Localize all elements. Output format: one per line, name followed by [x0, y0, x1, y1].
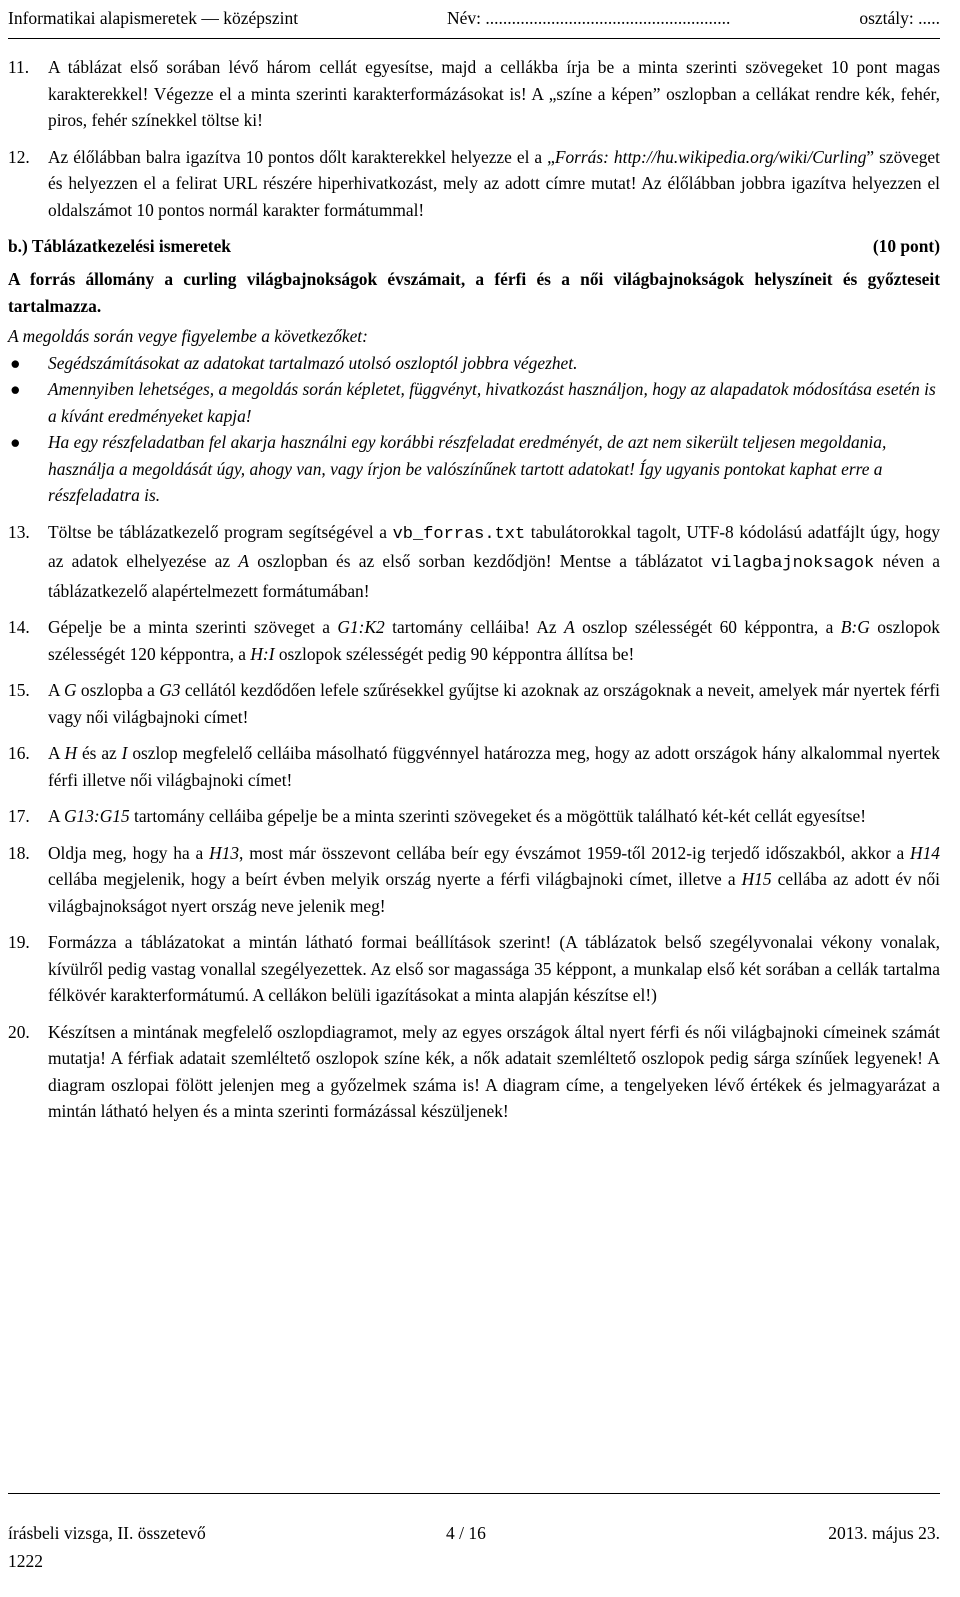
task-19: 19. Formázza a táblázatokat a mintán látható formai beállítások szerint! (A táblázatok belső szegélyvonalai vékony vonalak, kívülről pedig vastag vonallal szegélyezettek. Az első sor magassága 35 képpont, a munkalap első két sorában a cellák tartalma félkövér karakterformátumú. A cellákon belüli igazításokat a minta alapján készítse el!): [8, 929, 940, 1009]
notes-list: [8, 350, 940, 509]
task-16: 16. A H és az I oszlop megfelelő celláiba másolható függvénnyel határozza meg, hogy az adott országok hány alkalommal nyertek férfi illetve női világbajnoki címet!: [8, 740, 940, 793]
task-text: Az élőlábban balra igazítva 10 pontos dőlt karakterekkel helyezze el a „: [48, 146, 555, 167]
section-lead: A forrás állomány a curling világbajnokságok évszámait, a férfi és a női világbajnokságok helyszíneit és győzteseit tartalmazza.: [8, 269, 940, 316]
header-name-field: Név: ........................................................: [447, 8, 731, 28]
task-number: 18.: [8, 842, 30, 863]
section-points: (10 pont): [872, 236, 940, 256]
task-number: 13.: [8, 521, 30, 542]
header-subject: Informatikai alapismeretek — középszint: [8, 8, 299, 28]
source-url: Forrás: http://hu.wikipedia.org/wiki/Curling: [554, 146, 867, 167]
task-number: 15.: [8, 680, 30, 700]
save-name: vilagbajnoksagok: [711, 554, 875, 573]
list-item: ● Ha egy részfeladatban fel akarja használni egy korábbi részfeladat eredményét, de azt nem sikerült teljesen megoldania, használja a megoldását úgy, ahogy van, vagy írjon be valószínűnek tartott adatokat! Így ugyanis pontokat kaphat erre a részfeladatra is.: [8, 429, 940, 509]
page-header: [8, 6, 940, 40]
filename: vb_forras.txt: [392, 524, 526, 544]
page-content: [8, 54, 940, 1125]
task-17: 17. A G13:G15 tartomány celláiba gépelje be a minta szerinti szövegeket és a mögöttük található két-két cellát egyesítse!: [8, 803, 940, 830]
exam-code: 1222: [8, 1551, 43, 1571]
task-20: 20. Készítsen a mintának megfelelő oszlopdiagramot, mely az egyes országok által nyert férfi és női világbajnoki címeinek számát mutatja! A férfiak adatait szemléltető oszlopok színe kék, a nők adatait szemléltető oszlopok pedig sárga színűek legyenek! A diagram oszlopai fölött jelenjen meg a győzelmek száma is! A diagram címe, a tengelyeken lévő értékek és jelmagyarázat a mintán látható helyen és a minta szerinti formázással készüljenek!: [8, 1019, 940, 1125]
task-number: 14.: [8, 617, 30, 637]
bullet-icon: ●: [10, 379, 21, 399]
task-11: [8, 54, 940, 134]
footer-date: 2013. május 23.: [828, 1523, 940, 1543]
task-12: [8, 144, 940, 224]
bullet-icon: ●: [10, 352, 21, 373]
task-number: 16.: [8, 743, 30, 763]
section-title: b.) Táblázatkezelési ismeretek: [8, 236, 231, 256]
task-13: 13. Töltse be táblázatkezelő program segítségével a vb_forras.txt tabulátorokkal tagolt, UTF-8 kódolású adatfájlt úgy, hogy az adatok elhelyezése az A oszlopban és az első sorban kezdődjön! Mentse a táblázatot vilagbajnoksagok néven a táblázatkezelő alapértelmezett formátumában!: [8, 519, 940, 605]
task-text: ” szöveget és helyezzen el a felirat URL részére hiperhivatkozást, mely az adott címre mutat! Az élőlábban jobbra igazítva helyezzen el oldalszámot 10 pontos normál karakter formátummal!: [48, 146, 940, 220]
task-14: 14. Gépelje be a minta szerinti szöveget a G1:K2 tartomány celláiba! Az A oszlop szélességét 60 képpontra, a B:G oszlopok szélességét 120 képpontra, a H:I oszlopok szélességét pedig 90 képpontra állítsa be!: [8, 614, 940, 667]
task-text: A táblázat első sorában lévő három cellát egyesítse, majd a cellákba írja be a minta szerinti szövegeket 10 pont magas karakterekkel! Végezze el a minta szerinti karakterformázásokat is! A „színe a képen” oszlopban a cellákat rendre kék, fehér, piros, fehér színekkel töltse ki!: [48, 57, 940, 130]
notes-intro: A megoldás során vegye figyelembe a következőket:: [8, 326, 368, 346]
header-class-field: osztály: .....: [859, 8, 940, 28]
task-number: 12.: [8, 146, 30, 167]
footer-divider: [8, 1493, 940, 1494]
task-number: 19.: [8, 932, 30, 952]
section-heading: [8, 233, 940, 260]
task-15: 15. A G oszlopba a G3 cellától kezdődően lefele szűrésekkel gyűjtse ki azoknak az országoknak a neveit, amelyek már nyertek férfi vagy női világbajnoki címet!: [8, 677, 940, 730]
page-number: 4 / 16: [446, 1523, 486, 1543]
list-item: ● Segédszámításokat az adatokat tartalmazó utolsó oszloptól jobbra végezhet.: [8, 350, 940, 377]
header-divider: [8, 38, 940, 39]
footer-exam: írásbeli vizsga, II. összetevő: [8, 1523, 206, 1543]
task-number: 17.: [8, 806, 30, 826]
task-number: 11.: [8, 57, 30, 77]
list-item: ● Amennyiben lehetséges, a megoldás során képletet, függvényt, hivatkozást használjon, hogy az alapadatok módosítása esetén is a kívánt eredményeket kapja!: [8, 376, 940, 429]
bullet-icon: ●: [10, 432, 21, 452]
task-18: 18. Oldja meg, hogy ha a H13, most már összevont cellába beír egy évszámot 1959-től 2012-ig terjedő időszakból, akkor a H14 cellába megjelenik, hogy a beírt évben melyik ország nyerte a férfi világbajnoki címet, illetve a H15 cellába az adott év női világbajnokságot nyert ország neve jelenik meg!: [8, 840, 940, 920]
task-number: 20.: [8, 1021, 30, 1042]
